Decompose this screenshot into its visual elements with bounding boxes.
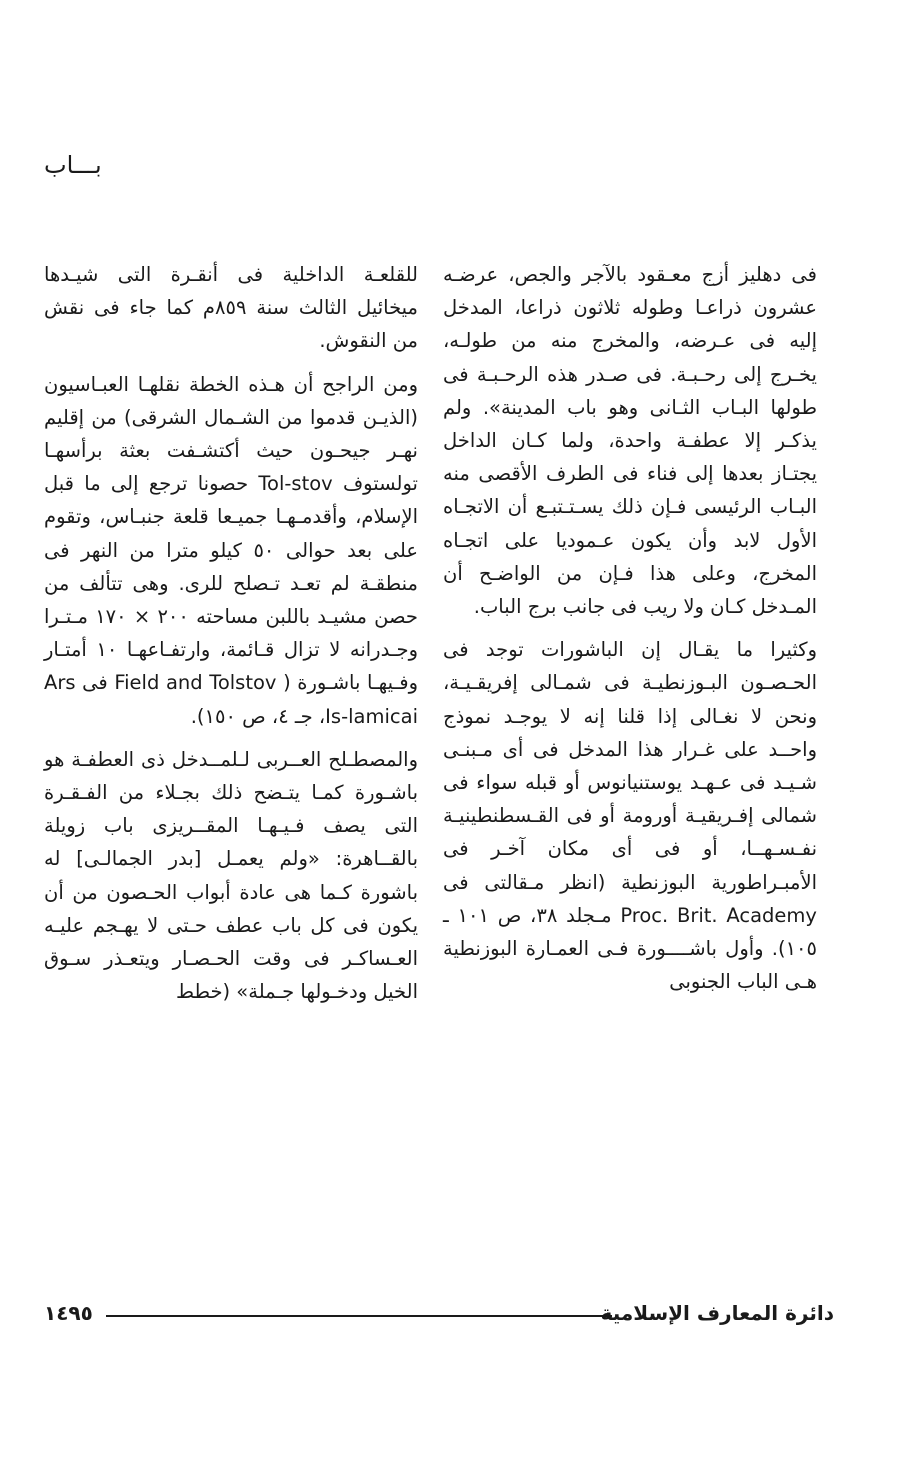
running-head: بـــاب <box>44 151 102 179</box>
page-footer <box>44 1298 834 1328</box>
paragraph: ومن الراجح أن هـذه الخطة نقلهـا العبـاسيون (الذيـن قدموا من الشـمال الشرقى) من إقليم نهـر جيحـون حيث أكتشـفت بعثة برأسهـا تولستوف Tol-stov حصونا ترجع إلى ما قبل الإسلام، وأقدمـهـا جميـعا قلعة جنبـاس، وتقوم على بعد حوالى ٥٠ كيلو مترا من النهر فى منطقـة لم تعـد تـصلح للرى. وهى تتألف من حصن مشيـد باللبن مساحته ٢٠٠ × ١٧٠ مـتـرا وجـدرانه لا تزال قـائمة، وارتفـاعهـا ١٠ أمتـار وفـيهـا باشـورة ( Field and Tolstov فى Ars Is-lamicai، جـ ٤، ص ١٥٠). <box>44 372 418 728</box>
page-number: ١٤٩٥ <box>44 1301 93 1325</box>
paragraph: للقلعـة الداخلية فى أنقـرة التى شيـدها ميخائيل الثالث سنة ٨٥٩م كما جاء فى نقش من النقوش. <box>44 263 418 353</box>
right-column <box>443 258 817 1008</box>
footer-divider <box>106 1315 612 1317</box>
paragraph: والمصطـلح العــربى لـلمــدخل ذى العطفـة هو باشـورة كمـا يتـضح ذلك بجـلاء من الفـقـرة التى يصف فـيـهـا المقــريزى باب زويلة بالقــاهرة: «ولم يعمـل [بدر الجمالـى] له باشورة كـما هى عادة أبواب الحـصون من أن يكون فى كل باب عطف حـتى لا يهـجم عليـه العـساكـر فى وقت الحـصـار ويتعـذر سـوق الخيل ودخـولها جـملة» (خطط <box>44 747 418 1004</box>
encyclopedia-title: دائرة المعارف الإسلامية <box>600 1301 834 1325</box>
paragraph: فى دهليز أزج معـقود بالآجر والجص، عرضـه عشرون ذراعـا وطوله ثلاثون ذراعا، المدخل إليه فى عـرضه، والمخرج منه من طولـه، يخـرج إلى رحـبـة. فى صـدر هذه الرحـبـة فى طولها البـاب الثـانى وهو باب المدينة». ولم يذكـر إلا عطفـة واحدة، ولما كـان الداخل يجتـاز بعدها إلى فناء فى الطرف الأقصى منه البـاب الرئيسى فـإن ذلك يسـتـتبـع أن الاتجـاه الأول لابد وأن يكون عـموديا على اتجـاه المخرج، وعلى هذا فـإن من الواضـح أن المـدخل كـان ولا ريب فى جانب برج الباب. <box>443 263 817 619</box>
paragraph: وكثيرا ما يقـال إن الباشورات توجد فى الحـصـون البـوزنطيـة فى شمـالى إفريقـيـة، ونحن لا نغـالى إذا قلنا إنه لا يوجـد نموذج واحــد على غـرار هذا المدخل فى أى مـبنـى شـيـد فى عـهـد يوستنيانوس أو قبله سواء فى شمالى إفـريقيـة أورومة أو فى القـسطنطينيـة نفـسـهــا، أو فى أى مكان آخـر فى الأمبـراطورية البوزنطية (انظر مـقالتى فى Proc. Brit. Academy مـجلد ٣٨، ص ١٠١ ـ ١٠٥). وأول باشــــورة فـى العمـارة البوزنطية هـى الباب الجنوبى <box>443 638 817 994</box>
left-column <box>44 258 418 1018</box>
